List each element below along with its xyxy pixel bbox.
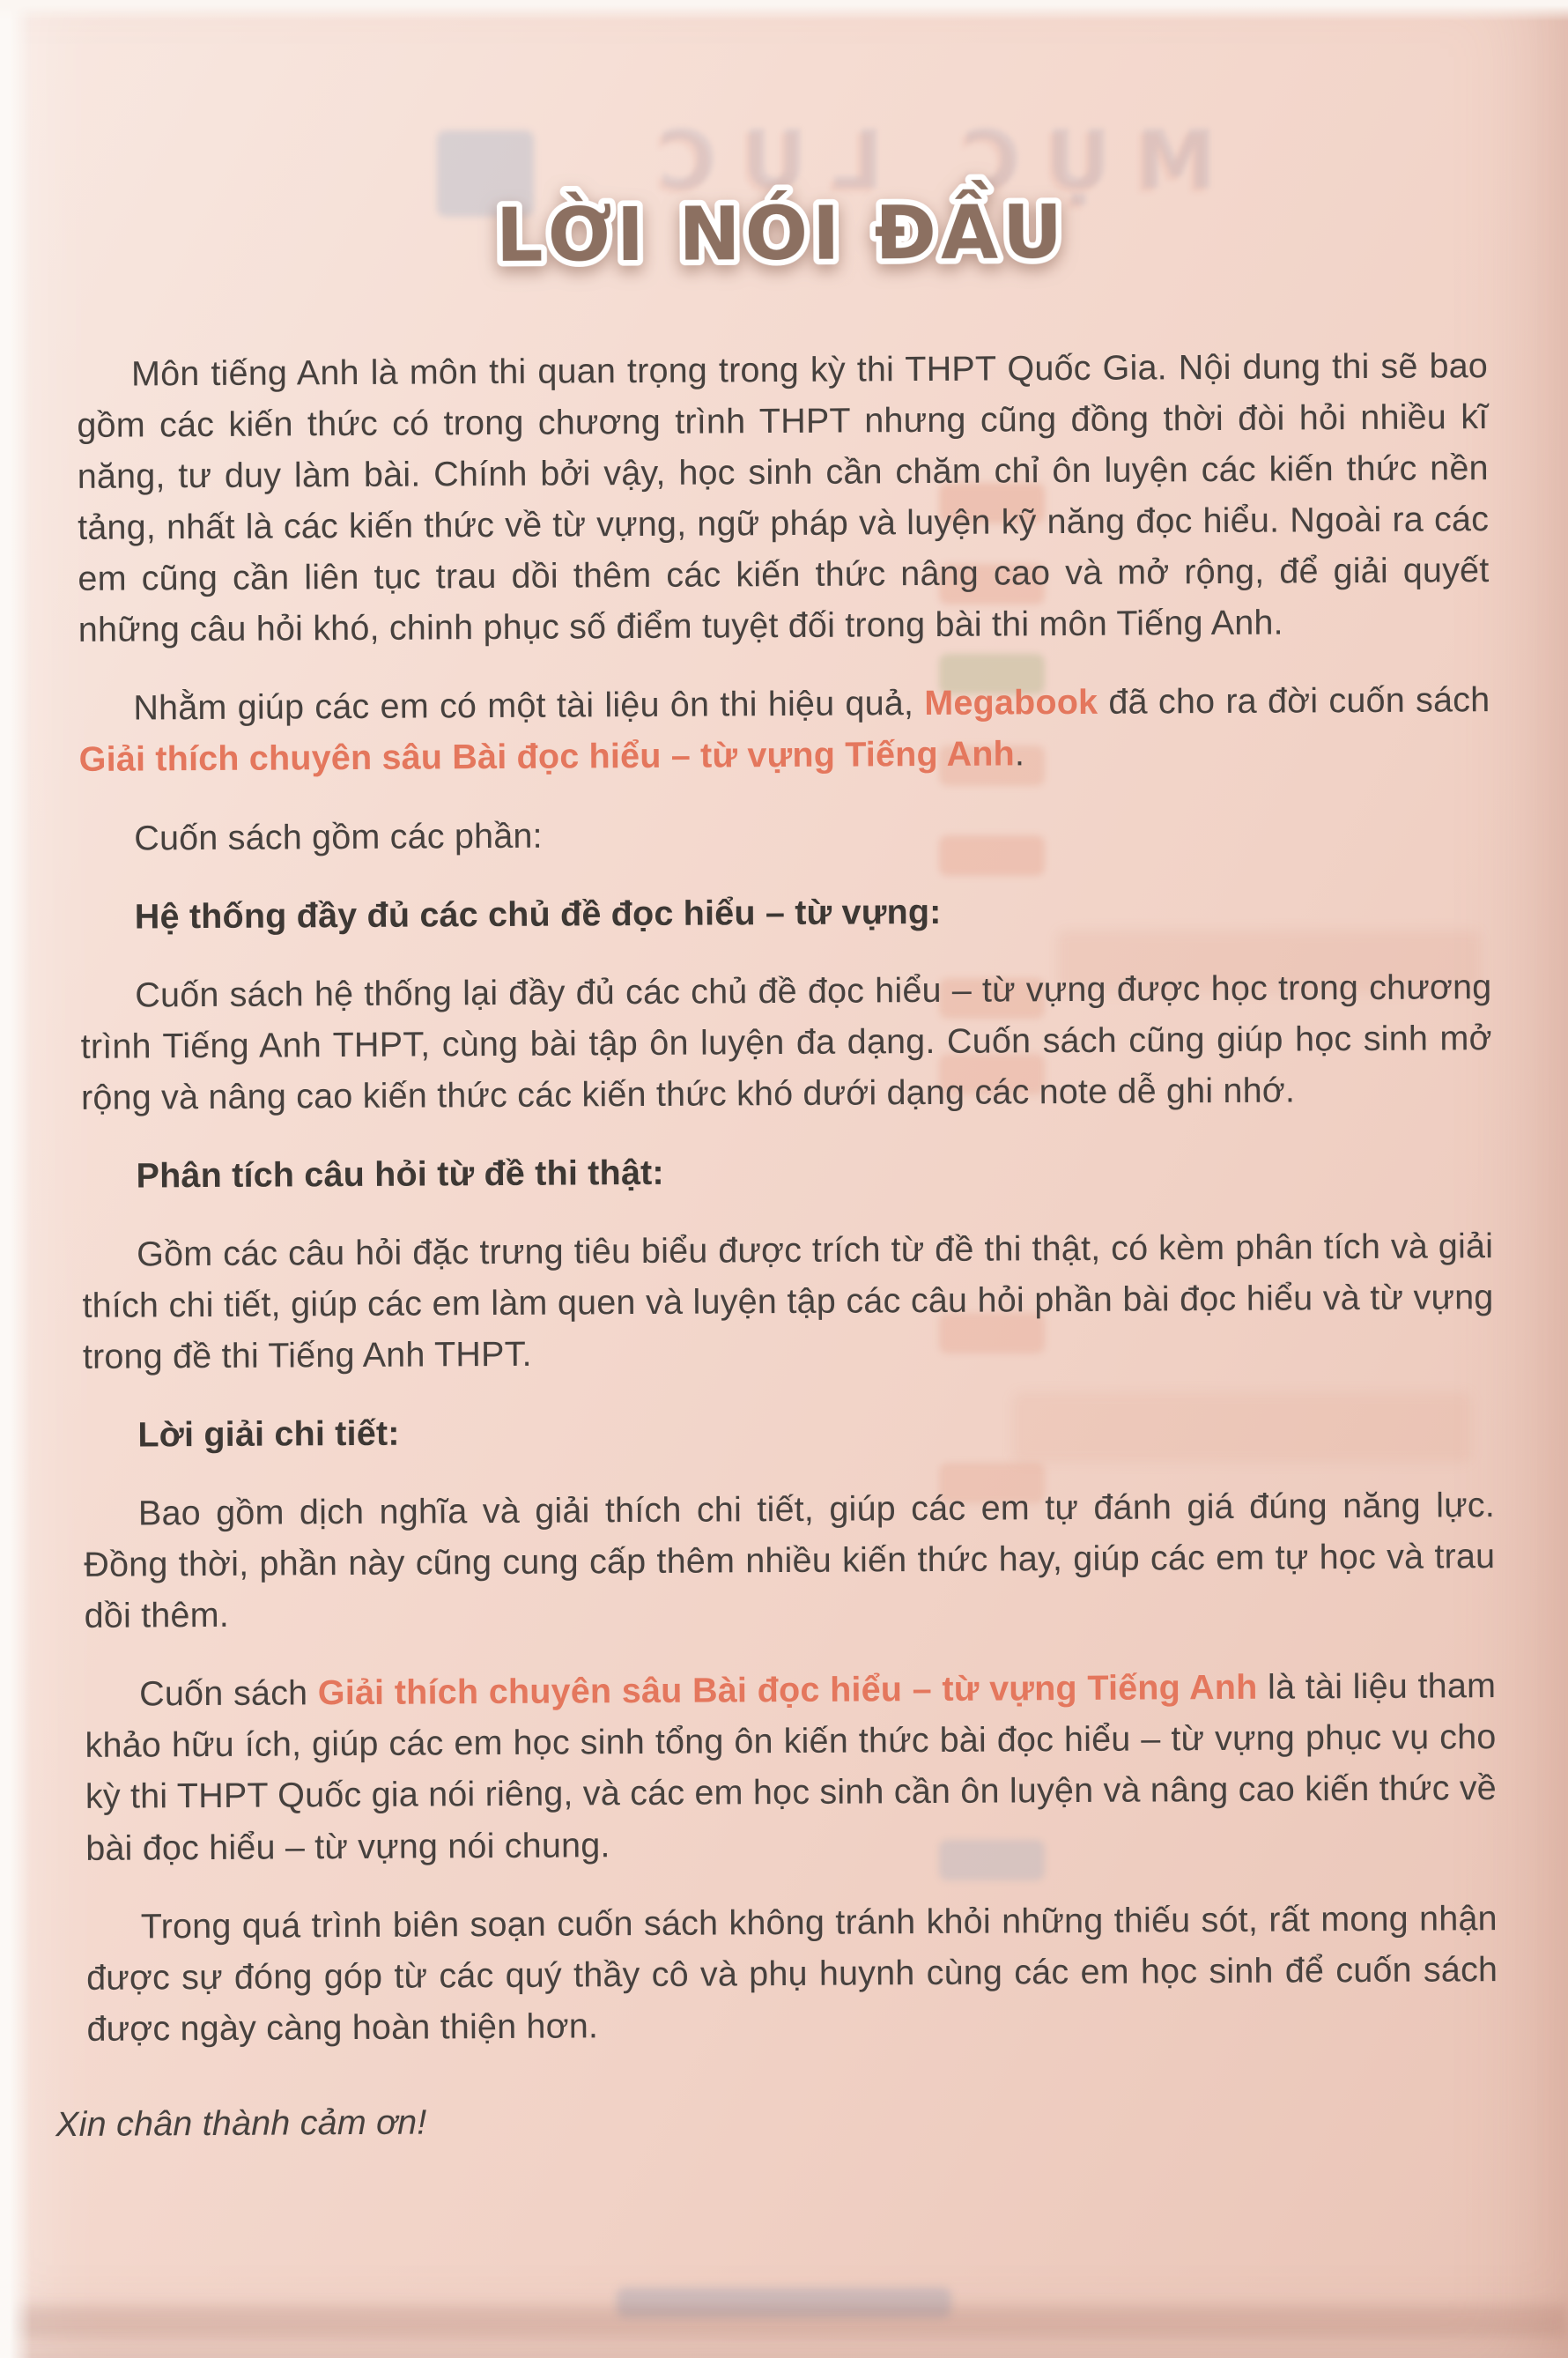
text-run: đã cho ra đời cuốn sách bbox=[1098, 680, 1490, 723]
text-run: Gồm các câu hỏi đặc trưng tiêu biểu được trích từ đề thi thật, có kèm phân tích và giải thích chi tiết, giúp các em làm quen và luyện tập các câu hỏi phần bài đọc hiểu và từ vựng trong đề thi Tiếng Anh THPT. bbox=[82, 1226, 1494, 1376]
text-run: Xin chân thành cảm ơn! bbox=[55, 2102, 427, 2144]
page-edge-top bbox=[0, 0, 1568, 21]
text-run: Môn tiếng Anh là môn thi quan trọng trong kỳ thi THPT Quốc Gia. Nội dung thi sẽ bao gồm các kiến thức có trong chương trình THPT nhưng cũng đồng thời đòi hỏi nhiều kĩ năng, tư duy làm bài. Chính bởi vậy, học sinh cần chăm chỉ ôn luyện các kiến thức nền tảng, nhất là các kiến thức về từ vựng, ngữ pháp và luyện kỹ năng đọc hiểu. Ngoài ra các em cũng cần liên tục trau dồi thêm các kiến thức nâng cao và mở rộng, để giải quyết những câu hỏi khó, chinh phục số điểm tuyệt đối trong bài thi môn Tiếng Anh. bbox=[77, 346, 1490, 650]
text-run: Trong quá trình biên soạn cuốn sách không tránh khỏi những thiếu sót, rất mong nhận được sự đóng góp từ các quý thầy cô và phụ huynh cùng các em học sinh để cuốn sách được ngày càng hoàn thiện hơn. bbox=[86, 1898, 1498, 2049]
text-run: Cuốn sách bbox=[139, 1673, 318, 1714]
paragraph bbox=[86, 1893, 1498, 2055]
accent-text: Giải thích chuyên sâu Bài đọc hiểu – từ vựng Tiếng Anh bbox=[78, 734, 1016, 780]
page-title-text: LỜI NÓI ĐẦU bbox=[495, 189, 1068, 278]
title-graphic bbox=[411, 168, 1152, 296]
section-heading bbox=[80, 883, 1491, 943]
page-edge-left bbox=[0, 0, 32, 2358]
content-blocks bbox=[55, 340, 1498, 2150]
paragraph bbox=[79, 805, 1490, 864]
text-run: Bao gồm dịch nghĩa và giải thích chi tiết, giúp các em tự đánh giá đúng năng lực. Đồng thời, phần này cũng cung cấp thêm nhiều kiến thức hay, giúp các em tự học và trau dồi thêm. bbox=[84, 1486, 1496, 1636]
text-run: Nhằm giúp các em có một tài liệu ôn thi hiệu quả, bbox=[133, 684, 925, 728]
bleed-through-mirrored-title: MỤC LỤC bbox=[632, 113, 1217, 207]
text-run: là tài liệu tham khảo hữu ích, giúp các em học sinh tổng ôn kiến thức bài đọc hiểu – từ vựng phục vụ cho kỳ thi THPT Quốc gia nói riêng, và các em học sinh cần ôn luyện và nâng cao kiến thức về bài đọc hiểu – từ vựng nói chung. bbox=[85, 1666, 1498, 1868]
bleed-through-smudge bbox=[617, 2288, 951, 2317]
signoff-line bbox=[55, 2090, 1498, 2150]
text-run: Cuốn sách gồm các phần: bbox=[134, 816, 543, 858]
page-title bbox=[76, 167, 1488, 303]
paragraph bbox=[84, 1479, 1496, 1642]
paragraph bbox=[78, 674, 1490, 785]
text-run: Phân tích câu hỏi từ đề thi thật: bbox=[136, 1153, 664, 1196]
accent-text: Megabook bbox=[924, 683, 1098, 723]
text-run: Lời giải chi tiết: bbox=[137, 1413, 400, 1455]
section-heading bbox=[81, 1142, 1492, 1202]
paragraph bbox=[80, 961, 1492, 1123]
section-heading bbox=[83, 1401, 1494, 1461]
text-run: . bbox=[1014, 734, 1025, 774]
page-bottom-crease bbox=[0, 2305, 1568, 2337]
accent-text: Giải thích chuyên sâu Bài đọc hiểu – từ vựng Tiếng Anh bbox=[317, 1668, 1258, 1713]
paragraph bbox=[77, 340, 1490, 656]
paragraph bbox=[82, 1220, 1494, 1383]
paragraph bbox=[85, 1660, 1497, 1873]
text-run: Hệ thống đầy đủ các chủ đề đọc hiểu – từ vựng: bbox=[134, 892, 942, 937]
text-run: Cuốn sách hệ thống lại đầy đủ các chủ đề đọc hiểu – từ vựng được học trong chương trình Tiếng Anh THPT, cùng bài tập ôn luyện đa dạng. Cuốn sách cũng giúp học sinh mở rộng và nâng cao kiến thức các kiến thức khó dưới dạng các note dễ ghi nhớ. bbox=[80, 967, 1492, 1117]
